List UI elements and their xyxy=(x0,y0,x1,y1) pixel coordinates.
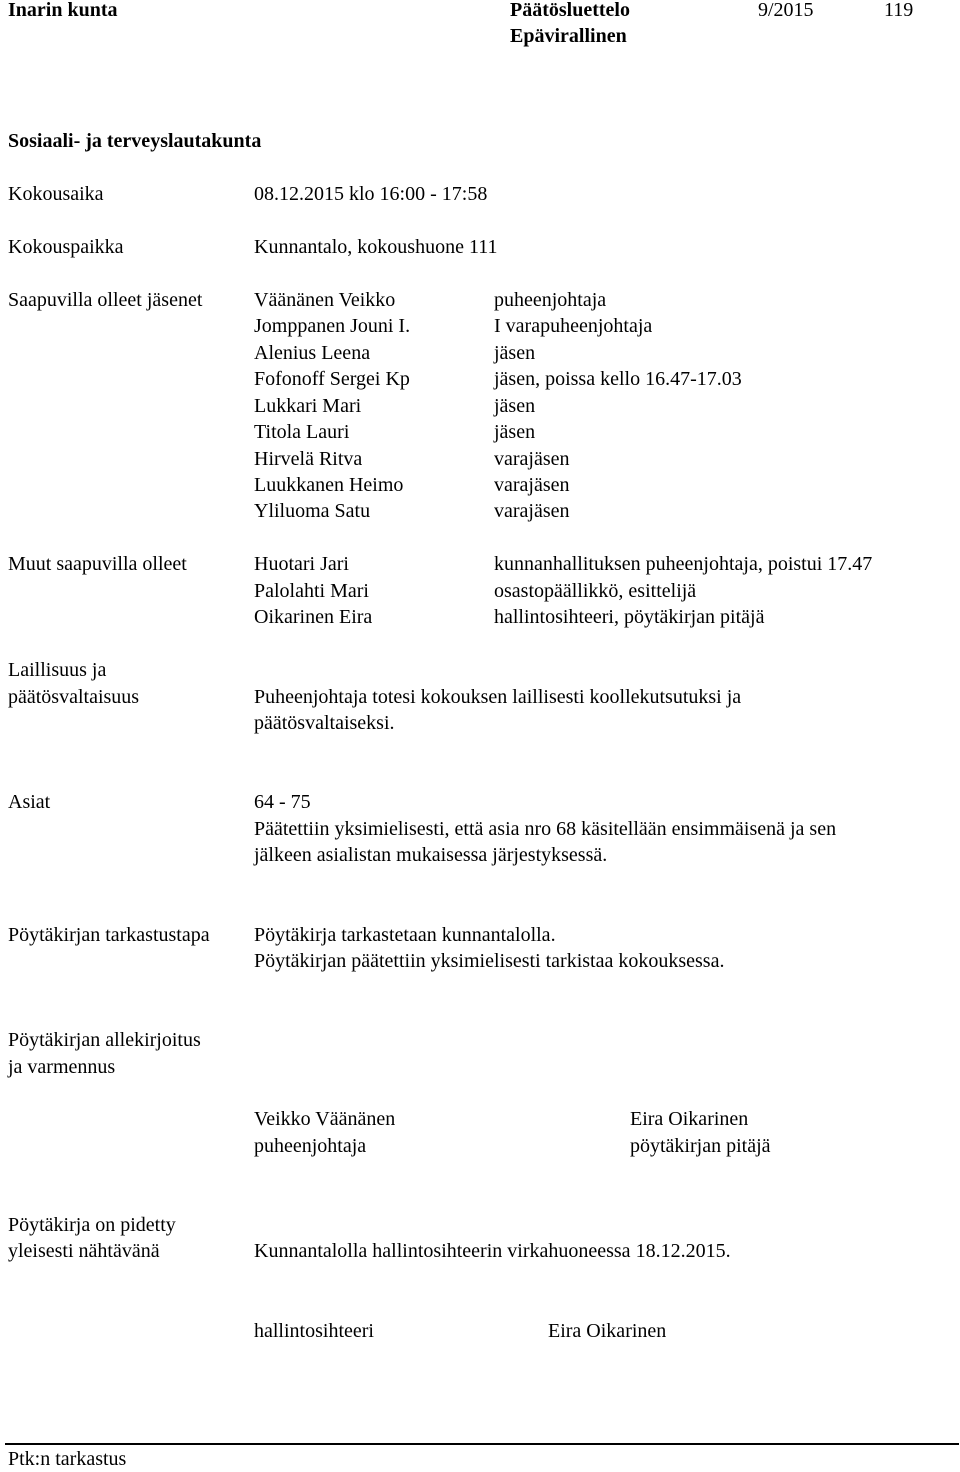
meeting-time-label: Kokousaika xyxy=(8,183,104,205)
matters-text-line1: Päätettiin yksimielisesti, että asia nro 68 käsitellään ensimmäisenä ja sen xyxy=(254,818,837,840)
public-display-text: Kunnantalolla hallintosihteerin virkahuoneessa 18.12.2015. xyxy=(254,1240,731,1262)
meeting-number: 9/2015 xyxy=(758,0,814,21)
footer-review-label: Ptk:n tarkastus xyxy=(8,1448,127,1470)
member-role: varajäsen xyxy=(494,448,570,470)
member-name: Fofonoff Sergei Kp xyxy=(254,368,410,390)
attendee-role: osastopäällikkö, esittelijä xyxy=(494,580,697,602)
meeting-time-value: 08.12.2015 klo 16:00 - 17:58 xyxy=(254,183,488,205)
member-name: Luukkanen Heimo xyxy=(254,474,404,496)
review-text-line2: Pöytäkirjan päätettiin yksimielisesti tarkistaa kokouksessa. xyxy=(254,950,725,972)
member-role: jäsen xyxy=(494,395,536,417)
signer-right-name: Eira Oikarinen xyxy=(630,1108,749,1130)
review-label: Pöytäkirjan tarkastustapa xyxy=(8,924,210,946)
signer-left-name: Veikko Väänänen xyxy=(254,1108,396,1130)
meeting-place-label: Kokouspaikka xyxy=(8,236,124,258)
legality-text-line1: Puheenjohtaja totesi kokouksen laillisesti koollekutsutuksi ja xyxy=(254,686,742,708)
legality-label-line2: päätösvaltaisuus xyxy=(8,686,140,708)
member-name: Alenius Leena xyxy=(254,342,371,364)
matters-label: Asiat xyxy=(8,791,51,813)
signatures-label-line1: Pöytäkirjan allekirjoitus xyxy=(8,1029,201,1051)
signer-left-title: puheenjohtaja xyxy=(254,1135,367,1157)
member-role: I varapuheenjohtaja xyxy=(494,315,653,337)
member-name: Yliluoma Satu xyxy=(254,500,371,522)
matters-range: 64 - 75 xyxy=(254,791,311,813)
review-text-line1: Pöytäkirja tarkastetaan kunnantalolla. xyxy=(254,924,556,946)
document-status: Epävirallinen xyxy=(510,25,627,47)
member-role: jäsen, poissa kello 16.47-17.03 xyxy=(494,368,742,390)
attendee-role: kunnanhallituksen puheenjohtaja, poistui 17.47 xyxy=(494,553,873,575)
committee-name: Sosiaali- ja terveyslautakunta xyxy=(8,130,262,152)
member-role: jäsen xyxy=(494,421,536,443)
footer-divider xyxy=(5,1443,959,1445)
member-role: varajäsen xyxy=(494,500,570,522)
member-role: puheenjohtaja xyxy=(494,289,607,311)
public-display-signer-name: Eira Oikarinen xyxy=(548,1320,667,1342)
members-label: Saapuvilla olleet jäsenet xyxy=(8,289,203,311)
member-name: Jomppanen Jouni I. xyxy=(254,315,411,337)
attendee-role: hallintosihteeri, pöytäkirjan pitäjä xyxy=(494,606,765,628)
signatures-label-line2: ja varmennus xyxy=(8,1056,116,1078)
municipality-name: Inarin kunta xyxy=(8,0,118,21)
attendee-name: Oikarinen Eira xyxy=(254,606,373,628)
member-role: varajäsen xyxy=(494,474,570,496)
meeting-place-value: Kunnantalo, kokoushuone 111 xyxy=(254,236,498,258)
document-type: Päätösluettelo xyxy=(510,0,630,21)
public-display-signer-title: hallintosihteeri xyxy=(254,1320,374,1342)
public-display-label-line2: yleisesti nähtävänä xyxy=(8,1240,160,1262)
legality-label-line1: Laillisuus ja xyxy=(8,659,107,681)
matters-text-line2: jälkeen asialistan mukaisessa järjestyksessä. xyxy=(254,844,608,866)
legality-text-line2: päätösvaltaiseksi. xyxy=(254,712,395,734)
page-number: 119 xyxy=(884,0,914,21)
member-role: jäsen xyxy=(494,342,536,364)
attendee-name: Palolahti Mari xyxy=(254,580,369,602)
signer-right-title: pöytäkirjan pitäjä xyxy=(630,1135,771,1157)
attendee-name: Huotari Jari xyxy=(254,553,349,575)
others-label: Muut saapuvilla olleet xyxy=(8,553,187,575)
member-name: Väänänen Veikko xyxy=(254,289,396,311)
public-display-label-line1: Pöytäkirja on pidetty xyxy=(8,1214,176,1236)
member-name: Hirvelä Ritva xyxy=(254,448,363,470)
member-name: Lukkari Mari xyxy=(254,395,362,417)
member-name: Titola Lauri xyxy=(254,421,350,443)
